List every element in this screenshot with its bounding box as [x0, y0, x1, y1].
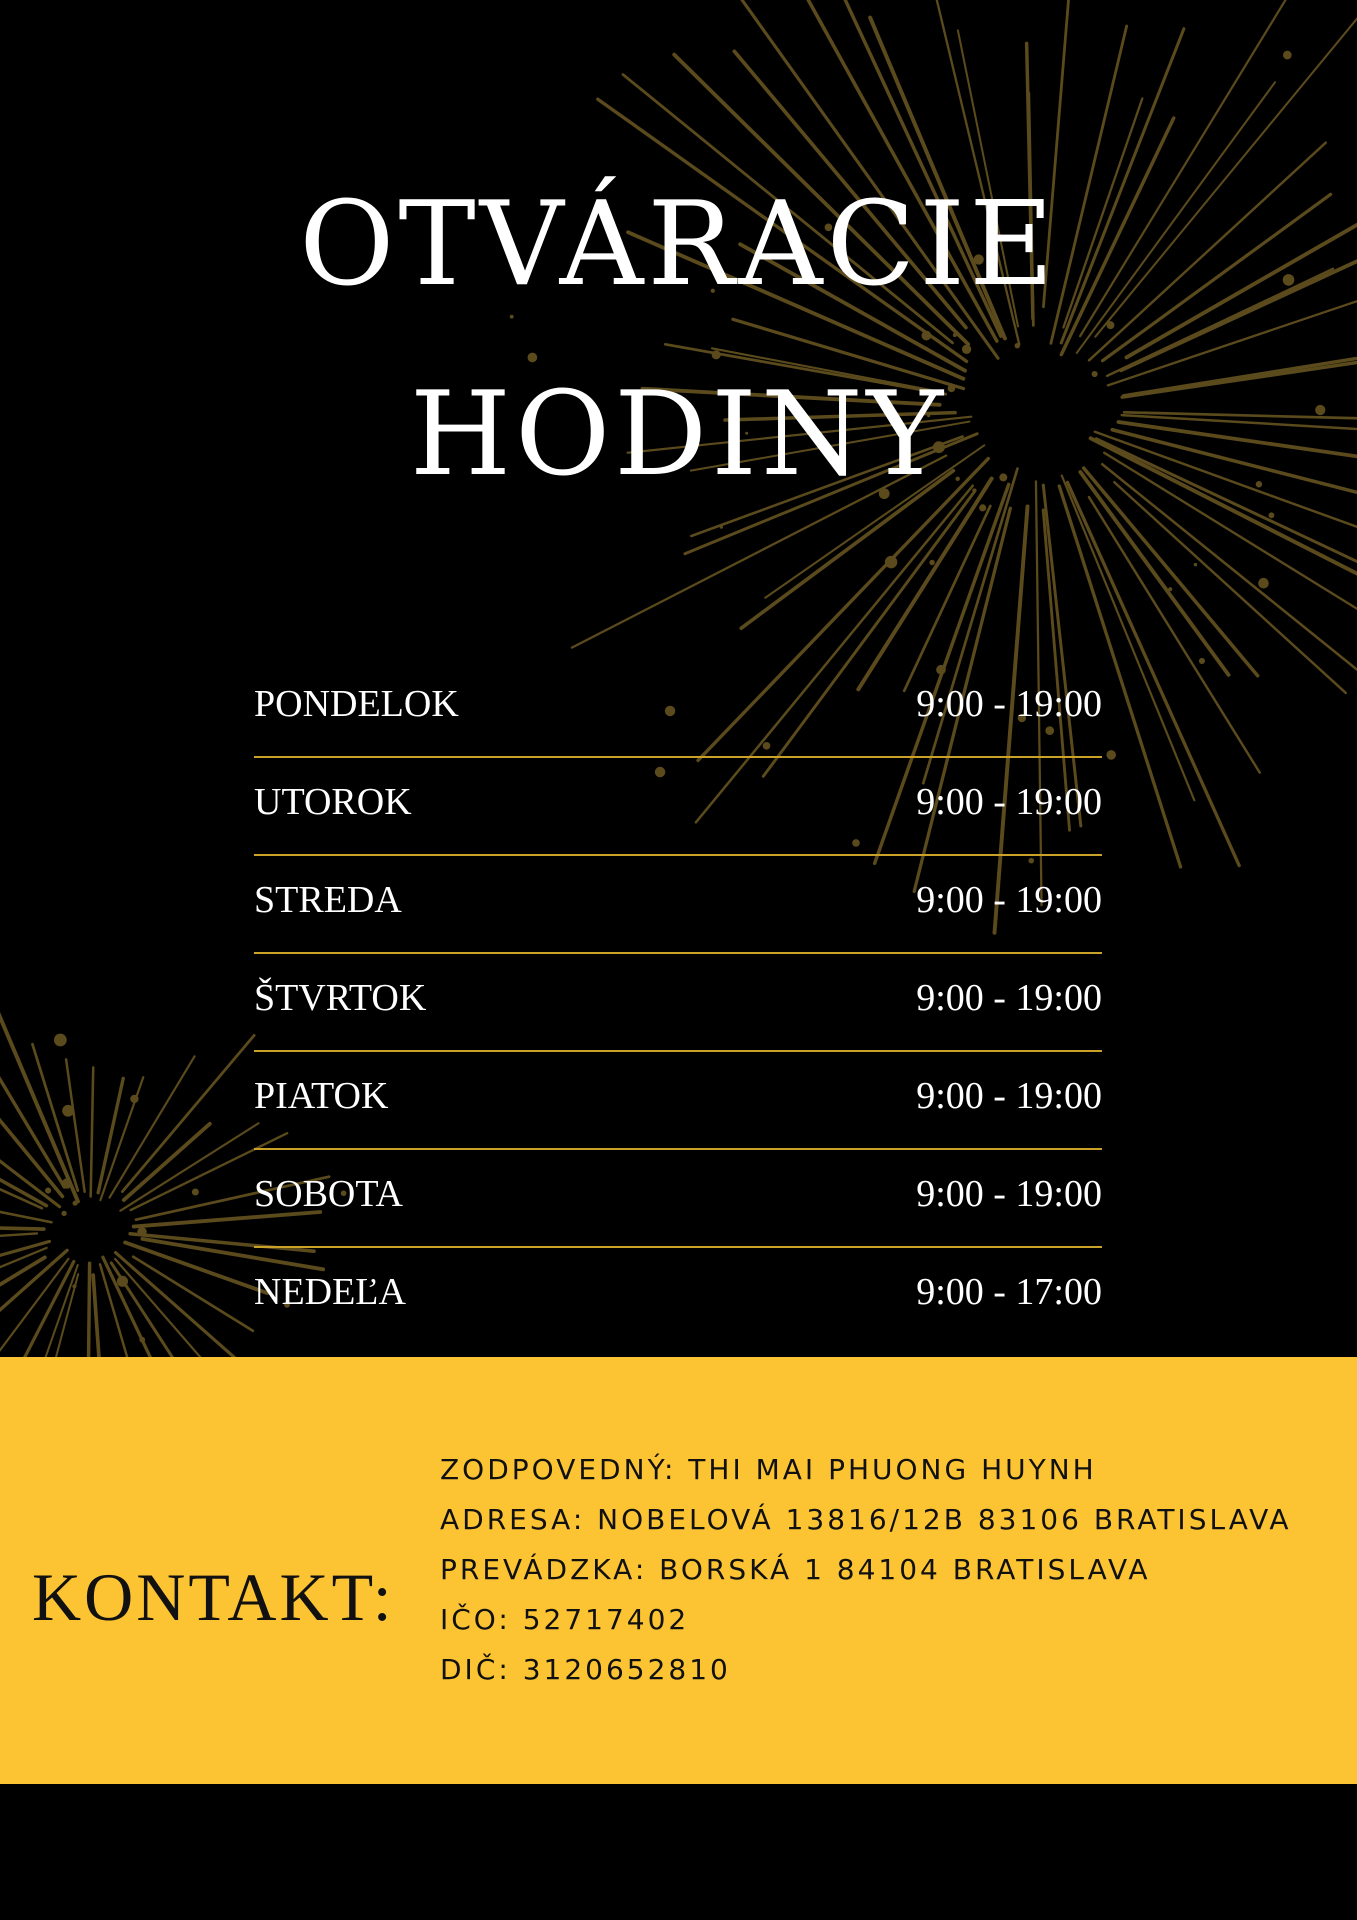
contact-ico: IČO: 52717402: [440, 1603, 690, 1636]
firework-spark: [921, 331, 931, 341]
hours-row-tuesday: [254, 758, 1102, 856]
opening-hours-list: [254, 660, 1102, 1346]
hours-row-thursday: [254, 954, 1102, 1052]
day-label: SOBOTA: [254, 1173, 403, 1215]
day-label: NEDEĽA: [254, 1271, 406, 1313]
firework-spark: [885, 556, 897, 568]
contact-responsible: ZODPOVEDNÝ: THI MAI PHUONG HUYNH: [440, 1453, 1097, 1486]
firework-ray: [0, 1233, 37, 1246]
day-label: PIATOK: [254, 1075, 389, 1117]
firework-spark: [1106, 750, 1116, 760]
firework-spark: [130, 1095, 138, 1103]
firework-spark: [1168, 587, 1172, 591]
hours-row-friday: [254, 1052, 1102, 1150]
firework-spark: [192, 1188, 199, 1195]
firework-spark: [1015, 343, 1020, 348]
title-line-1: OTVÁRACIE: [299, 177, 1058, 312]
hours-value: 9:00 - 19:00: [916, 879, 1102, 921]
hours-row-saturday: [254, 1150, 1102, 1248]
day-label: STREDA: [254, 879, 402, 921]
firework-spark: [45, 1187, 51, 1193]
day-label: PONDELOK: [254, 683, 459, 725]
firework-spark: [953, 333, 957, 337]
contact-premises: PREVÁDZKA: BORSKÁ 1 84104 BRATISLAVA: [440, 1553, 1151, 1586]
firework-spark: [62, 1178, 72, 1188]
hours-value: 9:00 - 19:00: [916, 1075, 1102, 1117]
firework-spark: [1283, 51, 1292, 60]
firework-ray: [98, 1078, 123, 1192]
firework-ray: [125, 1242, 267, 1293]
firework-ray: [66, 1059, 85, 1191]
firework-ray: [0, 1032, 64, 1187]
firework-spark: [137, 1227, 146, 1236]
contact-heading: KONTAKT:: [32, 1559, 395, 1635]
firework-spark: [929, 560, 934, 565]
firework-spark: [54, 1034, 67, 1047]
contact-dic: DIČ: 3120652810: [440, 1653, 731, 1686]
contact-address: ADRESA: NOBELOVÁ 13816/12B 83106 BRATISLAVA: [440, 1503, 1292, 1536]
day-label: UTOROK: [254, 781, 412, 823]
firework-spark: [61, 1211, 66, 1216]
hours-row-monday: [254, 660, 1102, 758]
hours-value: 9:00 - 17:00: [916, 1271, 1102, 1313]
title-line-2: HODINY: [409, 367, 948, 502]
firework-spark: [712, 350, 721, 359]
hours-value: 9:00 - 19:00: [916, 781, 1102, 823]
firework-spark: [1199, 658, 1205, 664]
firework-spark: [1106, 321, 1114, 329]
contact-details: [440, 1445, 1292, 1695]
hours-row-sunday: [254, 1248, 1102, 1346]
firework-spark: [1194, 563, 1198, 567]
firework-spark: [117, 1276, 128, 1287]
firework-spark: [962, 345, 971, 354]
firework-ray: [0, 1226, 44, 1229]
firework-spark: [62, 1105, 74, 1117]
firework-spark: [720, 526, 723, 529]
hours-value: 9:00 - 19:00: [916, 977, 1102, 1019]
hours-value: 9:00 - 19:00: [916, 1173, 1102, 1215]
day-label: ŠTVRTOK: [254, 977, 427, 1019]
firework-spark: [73, 1201, 78, 1206]
firework-spark: [1268, 512, 1274, 518]
hours-value: 9:00 - 19:00: [916, 683, 1102, 725]
hours-row-wednesday: [254, 856, 1102, 954]
contact-banner: [0, 1357, 1357, 1784]
firework-spark: [72, 1284, 76, 1288]
firework-spark: [139, 1337, 145, 1343]
firework-spark: [1258, 578, 1269, 589]
firework-ray: [91, 1067, 94, 1196]
